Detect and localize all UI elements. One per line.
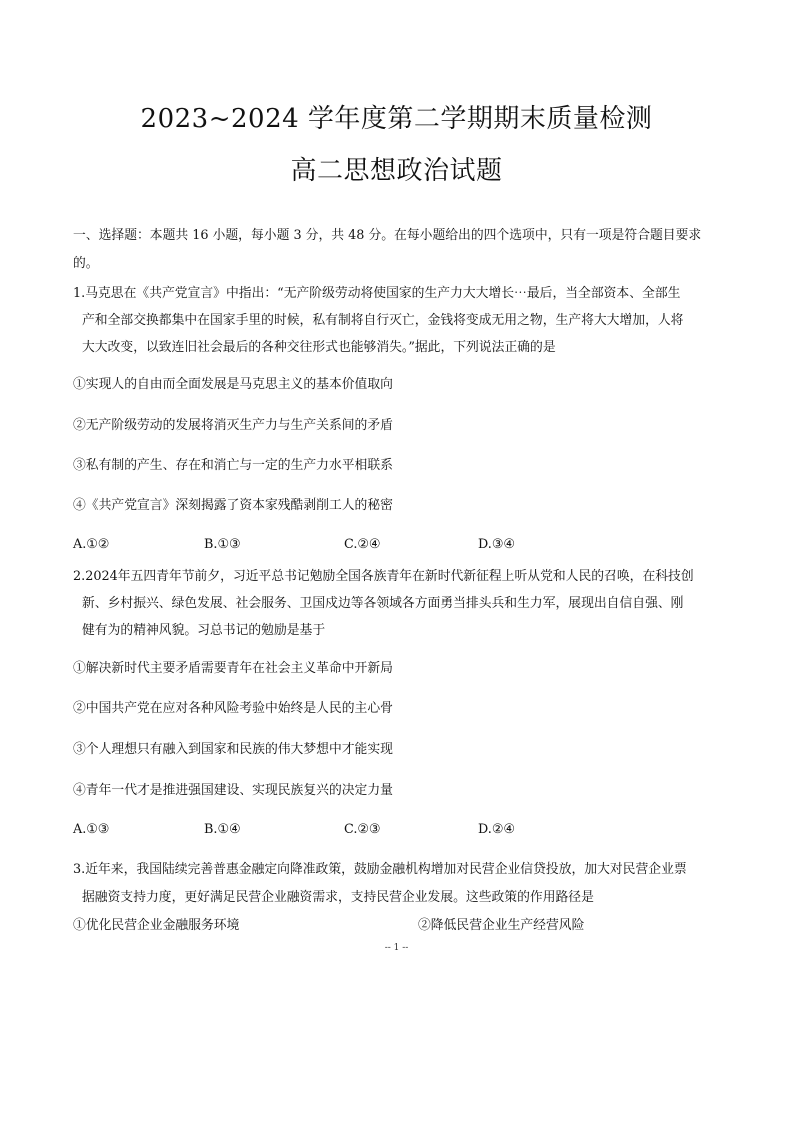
exam-title: 2023~2024 学年度第二学期期末质量检测 <box>140 104 653 134</box>
exam-subtitle: 高二思想政治试题 <box>290 156 503 186</box>
q1-option-a: A.①② <box>73 537 110 552</box>
q3-stem-line2: 据融资支持力度，更好满足民营企业融资需求，支持民营企业发展。这些政策的作用路径是 <box>82 890 594 905</box>
q1-stem-line3: 大大改变，以致连旧社会最后的各种交往形式也能够消失。”据此，下列说法正确的是 <box>82 340 556 355</box>
q2-option-a: A.①③ <box>73 822 110 837</box>
q2-statement-3: ③个人理想只有融入到国家和民族的伟大梦想中才能实现 <box>73 742 393 757</box>
q3-stem-line1: 3.近年来，我国陆续完善普惠金融定向降准政策，鼓励金融机构增加对民营企业信贷投放，加大对民营企业票 <box>73 862 687 877</box>
q1-options <box>73 537 723 555</box>
q2-statement-1: ①解决新时代主要矛盾需要青年在社会主义革命中开新局 <box>73 661 393 676</box>
q3-statement-2: ②降低民营企业生产经营风险 <box>418 918 585 933</box>
q1-statement-4: ④《共产党宣言》深刻揭露了资本家残酷剥削工人的秘密 <box>73 498 393 513</box>
q1-statement-3: ③私有制的产生、存在和消亡与一定的生产力水平相联系 <box>73 458 393 473</box>
q2-options <box>73 822 723 840</box>
q1-statement-1: ①实现人的自由而全面发展是马克思主义的基本价值取向 <box>73 377 393 392</box>
q2-statement-2: ②中国共产党在应对各种风险考验中始终是人民的主心骨 <box>73 701 393 716</box>
q1-option-c: C.②④ <box>344 537 381 552</box>
q2-stem-line1: 2.2024年五四青年节前夕，习近平总书记勉励全国各族青年在新时代新征程上听从党和人民的召唤，在科技创 <box>73 569 694 584</box>
q3-statement-1: ①优化民营企业金融服务环境 <box>73 918 240 933</box>
q2-option-b: B.①④ <box>204 822 241 837</box>
q1-stem-line2: 产和全部交换都集中在国家手里的时候，私有制将自行灭亡，金钱将变成无用之物，生产将大大增加，人将 <box>82 313 684 328</box>
q2-option-c: C.②③ <box>344 822 381 837</box>
q2-stem-line3: 健有为的精神风貌。习总书记的勉励是基于 <box>82 623 326 638</box>
section-instructions-line2: 的。 <box>73 256 99 271</box>
q2-stem-line2: 新、乡村振兴、绿色发展、社会服务、卫国戍边等各领域各方面勇当排头兵和生力军，展现出自信自强、刚 <box>82 596 684 611</box>
page-number: -- 1 -- <box>384 943 409 953</box>
q1-stem-line1: 1.马克思在《共产党宣言》中指出：“无产阶级劳动将使国家的生产力大大增长⋯最后，当全部资本、全部生 <box>73 286 681 301</box>
q2-statement-4: ④青年一代才是推进强国建设、实现民族复兴的决定力量 <box>73 783 393 798</box>
q1-option-d: D.③④ <box>478 537 515 552</box>
q1-option-b: B.①③ <box>204 537 241 552</box>
q3-statement-row <box>73 917 723 935</box>
q2-option-d: D.②④ <box>478 822 515 837</box>
q1-statement-2: ②无产阶级劳动的发展将消灭生产力与生产关系间的矛盾 <box>73 418 393 433</box>
section-instructions-line1: 一、选择题：本题共 16 小题，每小题 3 分，共 48 分。在每小题给出的四个选项中，只有一项是符合题目要求 <box>73 228 702 243</box>
